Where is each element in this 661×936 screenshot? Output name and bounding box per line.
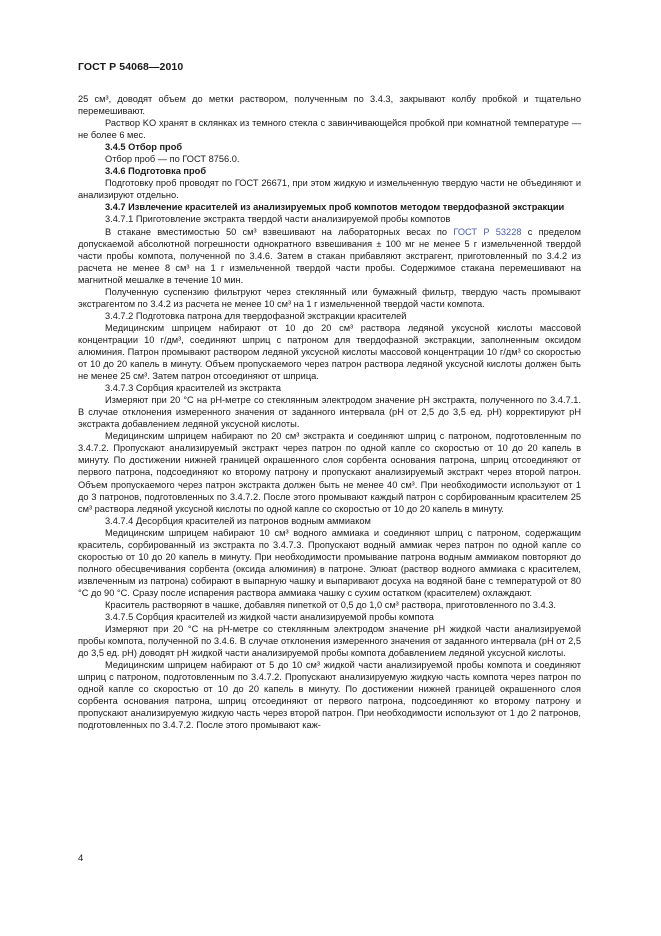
paragraph: Измеряют при 20 °С на рН-метре со стеклянным электродом значение рН экстракта, полученного по 3.4.7.1. В случае отклонения измеренного значения от заданного интервала (рН от 2,5 до 3,5 ед. рН) корректируют рН экстракта добавлением ледяной уксусной кислоты. bbox=[78, 395, 581, 430]
paragraph: Медицинским шприцем набирают 10 см³ водного аммиака и соединяют шприц с патроном, содержащим краситель, сорбированный из экстракта по 3.4.7.3. Пропускают водный аммиак через патрон по одной капле со скоростью от 10 до 20 капель в минуту. При необходимости промывание патрона водным аммиаком повторяют до полного обесцвечивания сорбента (оксида алюминия) в патроне. Элюат (раствор водного аммиака с красителем, извлеченным из патрона) собирают в выпарную чашку и выпаривают досуха на водяной бане с температурой от 80 °С до 90 °С. Сразу после испарения раствора аммиака чашку с сухим остатком (красителем) охлаждают. bbox=[78, 527, 581, 598]
paragraph: Медицинским шприцем набирают по 20 см³ экстракта и соединяют шприц с патроном, подготовленным по 3.4.7.2. Пропускают анализируемый экстракт через патрон по одной капле со скоростью от 10 до 20 капель в минуту. По достижении нижней границей окрашенного слоя сорбента основания патрона, шприц отсоединяют от первого патрона, подсоединяют ко второму патрону и пропускают анализируемый экстракт через второй патрон. Объем пропускаемого через патрон экстракта должен быть не менее 40 см³. При необходимости используют от 1 до 3 патронов, подготовленных по 3.4.7.2. После этого промывают каждый патрон с сорбированным красителем 25 см³ раствора ледяной уксусной кислоты по одной капле со скоростью от 10 до 20 капель в минуту. bbox=[78, 431, 581, 514]
standard-reference-link[interactable]: ГОСТ Р 53228 bbox=[453, 226, 522, 237]
subsection-heading: 3.4.7.5 Сорбция красителей из жидкой части анализируемой пробы компота bbox=[105, 612, 434, 623]
section-heading: 3.4.6 Подготовка проб bbox=[105, 166, 207, 177]
paragraph: Медицинским шприцем набирают от 10 до 20 см³ раствора ледяной уксусной кислоты массовой концентрации 10 г/дм³, соединяют шприц с патроном для твердофазной экстракции, заполненным оксидом алюминия. Патрон промывают раствором ледяной уксусной кислоты массовой концентрации 10 г/дм³ со скоростью от 10 до 20 капель в минуту. Объем пропускаемого через патрон раствора ледяной уксусной кислоты должен быть не менее 25 см³. Затем патрон отсоединяют от шприца. bbox=[78, 322, 581, 382]
paragraph: Раствор KO хранят в склянках из темного стекла с завинчивающейся пробкой при комнатной температуре — не более 6 мес. bbox=[78, 118, 581, 141]
section-heading: 3.4.5 Отбор проб bbox=[105, 142, 183, 153]
paragraph: 25 см³, доводят объем до метки раствором, полученным по 3.4.3, закрывают колбу пробкой и тщательно перемешивают. bbox=[78, 94, 581, 117]
paragraph bbox=[78, 226, 581, 286]
paragraph: Краситель растворяют в чашке, добавляя пипеткой от 0,5 до 1,0 см³ раствора, приготовленного по 3.4.3. bbox=[105, 599, 556, 610]
paragraph: Полученную суспензию фильтруют через стеклянный или бумажный фильтр, твердую часть промывают экстрагентом по 3.4.2 из расчета не менее 10 см³ на 1 г измельченной твердой части компота. bbox=[78, 286, 581, 309]
subsection-heading: 3.4.7.2 Подготовка патрона для твердофазной экстракции красителей bbox=[105, 310, 407, 321]
paragraph: Подготовку проб проводят по ГОСТ 26671, при этом жидкую и измельченную твердую части не объединяют и анализируют отдельно. bbox=[78, 178, 581, 201]
document-body bbox=[78, 93, 581, 731]
paragraph: Отбор проб — по ГОСТ 8756.0. bbox=[105, 154, 240, 165]
paragraph-text: с пределом допускаемой абсолютной погрешности однократного взвешивания ± 100 мг не менее 5 г измельченной твердой части пробы компота, полученной по 3.4.6. Затем в стакан прибавляют экстрагент, приготовленный по 3.4.2 из расчета не менее 8 см³ на 1 г измельченной твердой части пробы. Содержимое стакана перемешивают на магнитной мешалке в течение 10 мин. bbox=[78, 226, 581, 285]
subsection-heading: 3.4.7.4 Десорбция красителей из патронов водным аммиаком bbox=[105, 515, 371, 526]
paragraph: Измеряют при 20 °С на рН-метре со стеклянным электродом значение рН жидкой части анализируемой пробы компота, полученной по 3.4.6. В случае отклонения измеренного значения от заданного интервала (рН от 2,5 до 3,5 ед. рН) доводят рН жидкой части анализируемой пробы компота добавлением ледяной уксусной кислоты. bbox=[78, 624, 581, 659]
subsection-heading: 3.4.7.1 Приготовление экстракта твердой части анализируемой пробы компотов bbox=[105, 214, 451, 225]
page-number: 4 bbox=[78, 853, 84, 864]
page-header-standard-number: ГОСТ Р 54068—2010 bbox=[78, 61, 184, 73]
subsection-heading: 3.4.7.3 Сорбция красителей из экстракта bbox=[105, 383, 281, 394]
paragraph-text: В стакане вместимостью 50 см³ взвешивают на лабораторных весах по bbox=[105, 226, 454, 237]
paragraph: Медицинским шприцем набирают от 5 до 10 см³ жидкой части анализируемой пробы компота и соединяют шприц с патроном, подготовленным по 3.4.7.2. Пропускают анализируемую жидкую часть компота через патрон по одной капле со скоростью от 10 до 20 капель в минуту. По достижении нижней границей окрашенного слоя сорбента основания патрона, шприц отсоединяют от первого патрона, подсоединяют ко второму патрону и пропускают анализируемую жидкую часть через второй патрон. При необходимости используют от 1 до 2 патронов, подготовленных по 3.4.7.2. После этого промывают каж- bbox=[78, 660, 581, 731]
section-heading: 3.4.7 Извлечение красителей из анализируемых проб компотов методом твердофазной экстракции bbox=[105, 202, 565, 213]
